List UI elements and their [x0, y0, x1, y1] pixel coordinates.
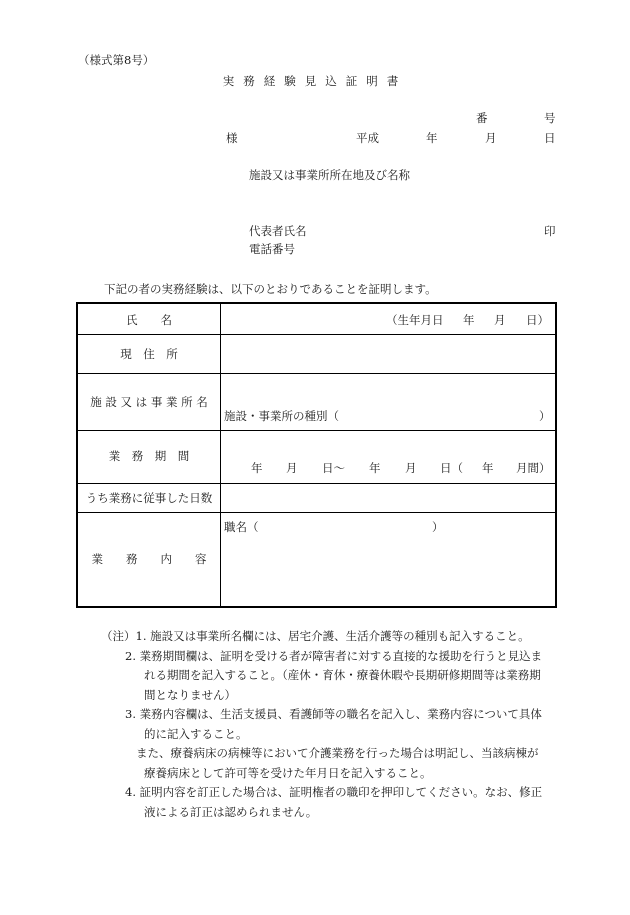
number-label-go: 号 — [544, 111, 556, 125]
table-row-divider — [78, 373, 555, 374]
seal-label: 印 — [544, 224, 556, 238]
work-content-label: 業 務 内 容 — [91, 552, 207, 566]
job-title-open: 職名（ — [224, 520, 259, 534]
note-line: （注）1. 施設又は事業所名欄には、居宅介護、生活介護等の種別も記入すること。 — [101, 629, 530, 643]
name-label: 氏 名 — [126, 313, 172, 327]
table-row-divider — [78, 430, 555, 431]
note-line: 療養病床として許可等を受けた年月日を記入すること。 — [144, 765, 432, 780]
facility-address-label: 施設又は事業所所在地及び名称 — [249, 168, 410, 182]
experience-table — [76, 302, 557, 608]
table-row-divider — [78, 512, 555, 513]
period-end-year: 年 — [369, 461, 381, 475]
note-line: 液による訂正は認められません。 — [144, 804, 318, 819]
note-line: また、療養病床の病棟等において介護業務を行った場合は明記し、当該病棟が — [136, 746, 539, 760]
period-label: 業 務 期 間 — [108, 449, 190, 463]
date-month-label: 月 — [485, 131, 497, 145]
date-day-label: 日 — [544, 131, 556, 145]
period-total-year: 年 — [482, 461, 494, 475]
date-era: 平成 — [356, 131, 379, 145]
note-line: れる期間を記入すること。（産休・育休・療養休暇や長期研修期間等は業務期 — [144, 668, 541, 682]
birthdate-open: （生年月日 — [386, 313, 444, 327]
facility-name-label: 施 設 又 は 事 業 所 名 — [90, 395, 208, 409]
birthdate-month: 月 — [494, 313, 506, 327]
facility-type-close: ） — [539, 409, 551, 423]
job-title-close: ） — [432, 520, 444, 534]
birthdate-year: 年 — [463, 313, 475, 327]
number-label-ban: 番 — [476, 111, 488, 125]
note-line: 的に記入すること。 — [144, 726, 248, 741]
table-column-divider — [220, 304, 221, 606]
birthdate-day: 日） — [526, 313, 549, 327]
table-row-divider — [78, 483, 555, 484]
document-title: 実務経験見込証明書 — [222, 74, 408, 88]
phone-label: 電話番号 — [249, 242, 295, 256]
representative-name-label: 代表者氏名 — [249, 224, 307, 238]
period-end-day: 日（ — [440, 461, 463, 475]
note-line: 2. 業務期間欄は、証明を受ける者が障害者に対する直接的な援助を行うと見込ま — [125, 648, 543, 663]
date-year-label: 年 — [426, 131, 438, 145]
note-line: 3. 業務内容欄は、生活支援員、看護師等の職名を記入し、業務内容について具体 — [125, 707, 542, 721]
days-worked-label: うち業務に従事した日数 — [85, 491, 213, 505]
period-end-month: 月 — [405, 461, 417, 475]
facility-type-open: 施設・事業所の種別（ — [224, 409, 339, 423]
table-row-divider — [78, 334, 555, 335]
form-number: （様式第8号） — [78, 53, 155, 67]
certification-statement: 下記の者の実務経験は、以下のとおりであることを証明します。 — [104, 282, 437, 296]
address-label: 現 住 所 — [120, 347, 178, 361]
period-start-day: 日～ — [322, 461, 345, 475]
period-total-month: 月間） — [516, 461, 551, 475]
period-start-year: 年 — [251, 461, 263, 475]
addressee-suffix: 様 — [226, 131, 238, 145]
note-line: 4. 証明内容を訂正した場合は、証明権者の職印を押印してください。なお、修正 — [125, 785, 543, 799]
note-line: 間となりません） — [144, 687, 236, 702]
period-start-month: 月 — [286, 461, 298, 475]
